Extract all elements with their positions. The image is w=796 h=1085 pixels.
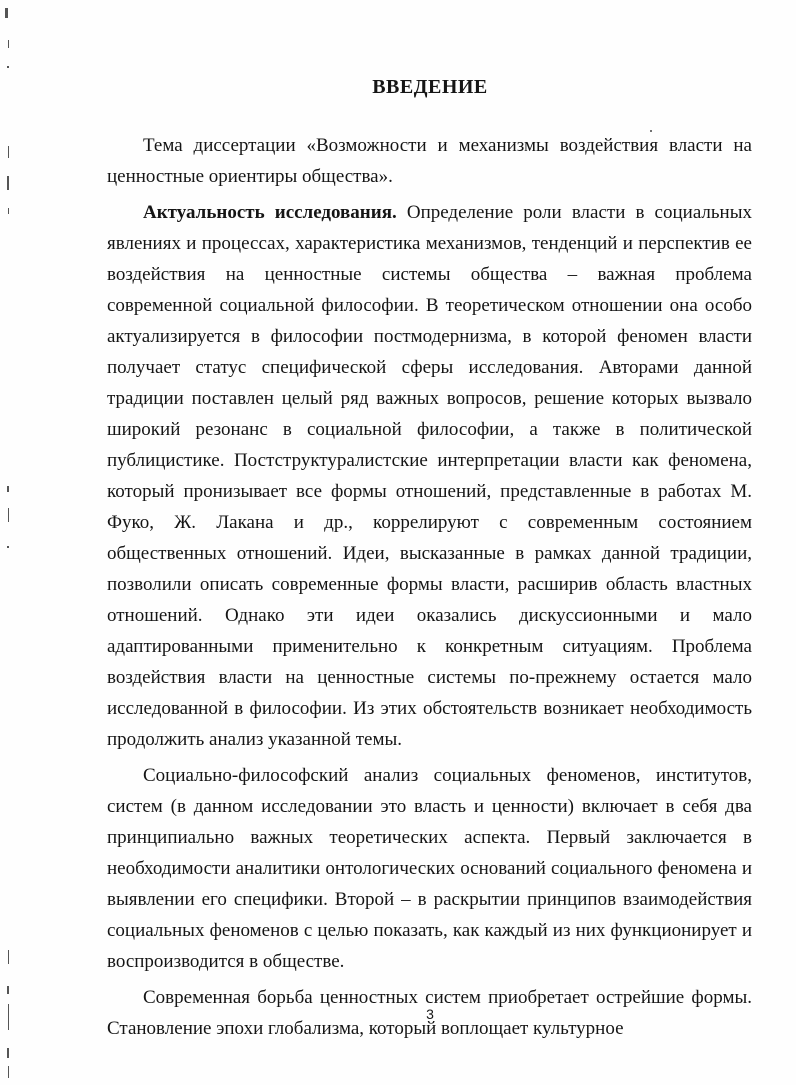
page-number: 3 <box>426 1006 434 1022</box>
paragraph <box>107 760 752 977</box>
paragraph-text: Определение роли власти в социальных явлениях и процессах, характеристика механизмов, тенденций и перспектив ее воздействия на ценностные системы общества – важная проблема современной социальной философии. В теоретическом отношении она особо актуализируется в философии постмодернизма, в которой феномен власти получает статус специфической сферы исследования. Авторами данной традиции поставлен целый ряд важных вопросов, решение которых вызвало широкий резонанс в социальной философии, а также в политической публицистике. Постструктуралистские интерпретации власти как феномена, который пронизывает все формы отношений, представленные в работах М. Фуко, Ж. Лакана и др., коррелируют с современным состоянием общественных отношений. Идеи, высказанные в рамках данной традиции, позволили описать современные формы власти, расширив область властных отношений. Однако эти идеи оказались дискуссионными и мало адаптированными применительно к конкретным ситуациям. Проблема воздействия власти на ценностные системы по-прежнему остается мало исследованной в философии. Из этих обстоятельств возникает необходимость продолжить анализ указанной темы. <box>107 202 752 750</box>
paragraph-lead: Актуальность исследования. <box>143 202 397 223</box>
scan-margin-marks <box>2 0 18 1085</box>
paragraph-text: Тема диссертации «Возможности и механизмы воздействия власти на ценностные ориентиры общества». <box>107 135 752 187</box>
paragraph <box>107 130 752 192</box>
paragraph-text: Социально-философский анализ социальных феноменов, институтов, систем (в данном исследовании это власть и ценности) включает в себя два принципиально важных теоретических аспекта. Первый заключается в необходимости аналитики онтологических оснований социального феномена и выявлении его специфики. Второй – в раскрытии принципов взаимодействия социальных феноменов с целью показать, как каждый из них функционирует и воспроизводится в обществе. <box>107 765 752 972</box>
paragraph <box>107 197 752 755</box>
section-heading: ВВЕДЕНИЕ <box>372 76 488 98</box>
body-text <box>107 130 752 1044</box>
paragraph-text: Современная борьба ценностных систем приобретает острейшие формы. Становление эпохи глобализма, который воплощает культурное <box>107 987 752 1039</box>
